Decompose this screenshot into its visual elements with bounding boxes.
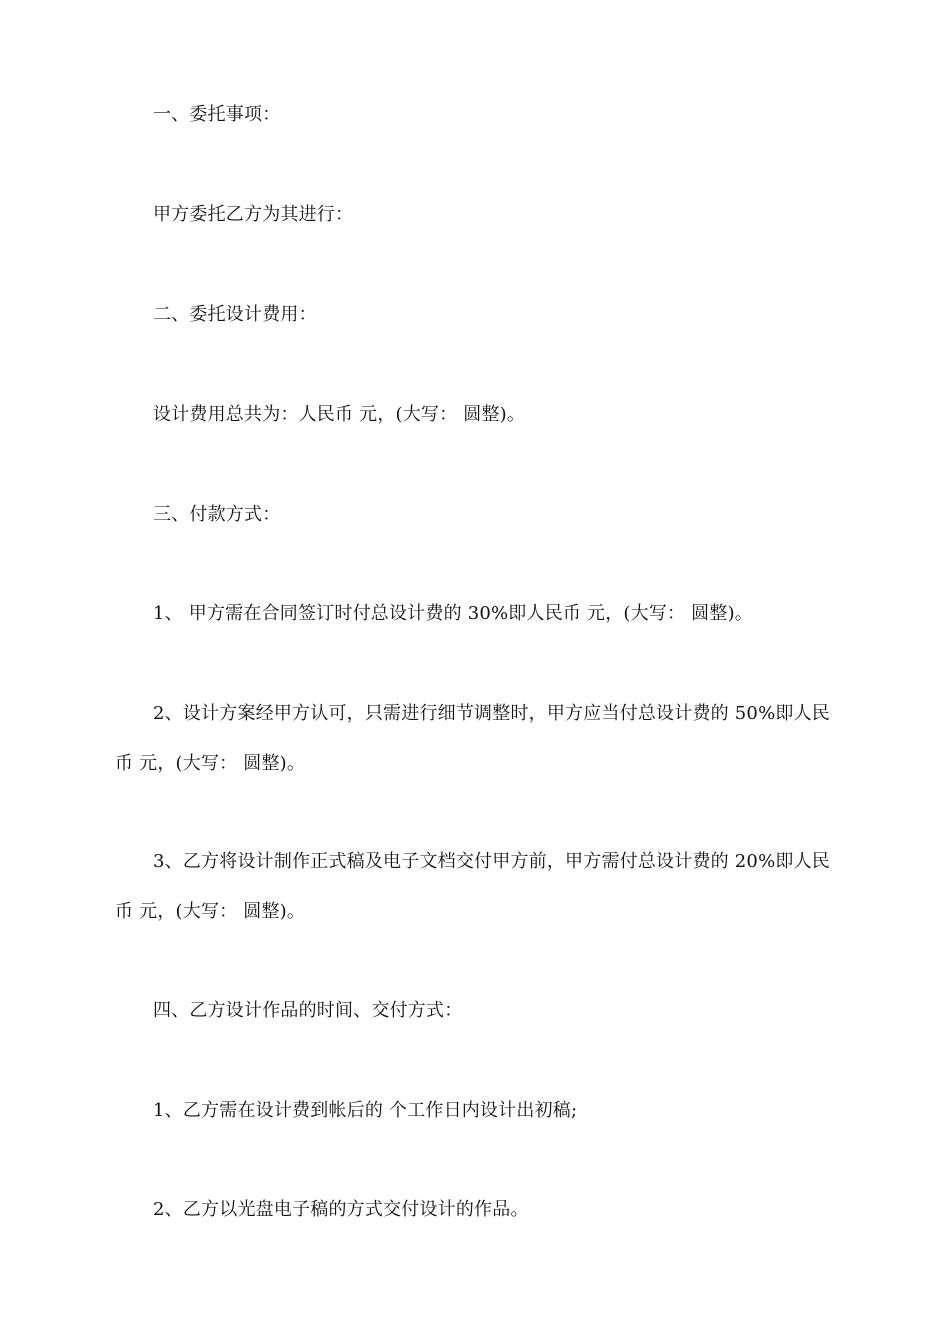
- paragraph-payment-3: 3、乙方将设计制作正式稿及电子文档交付甲方前，甲方需付总设计费的 20%即人民币 元，(大写： 圆整)。: [115, 851, 830, 922]
- paragraph-entrustment: 甲方委托乙方为其进行：: [153, 204, 354, 225]
- section-heading-delivery: 四、乙方设计作品的时间、交付方式：: [153, 1000, 463, 1021]
- paragraph-delivery-2: 2、乙方以光盘电子稿的方式交付设计的作品。: [153, 1199, 529, 1220]
- section-heading-entrusted-matters: 一、委托事项：: [153, 104, 281, 125]
- section-heading-design-fee: 二、委托设计费用：: [153, 304, 317, 325]
- section-heading-payment-method: 三、付款方式：: [153, 504, 281, 525]
- paragraph-delivery-1: 1、乙方需在设计费到帐后的 个工作日内设计出初稿;: [153, 1100, 578, 1121]
- paragraph-payment-1: 1、 甲方需在合同签订时付总设计费的 30%即人民币 元，(大写： 圆整)。: [153, 603, 753, 624]
- paragraph-payment-2: 2、设计方案经甲方认可，只需进行细节调整时，甲方应当付总设计费的 50%即人民币 元，(大写： 圆整)。: [115, 703, 830, 774]
- paragraph-total-fee: 设计费用总共为：人民币 元，(大写： 圆整)。: [153, 404, 526, 425]
